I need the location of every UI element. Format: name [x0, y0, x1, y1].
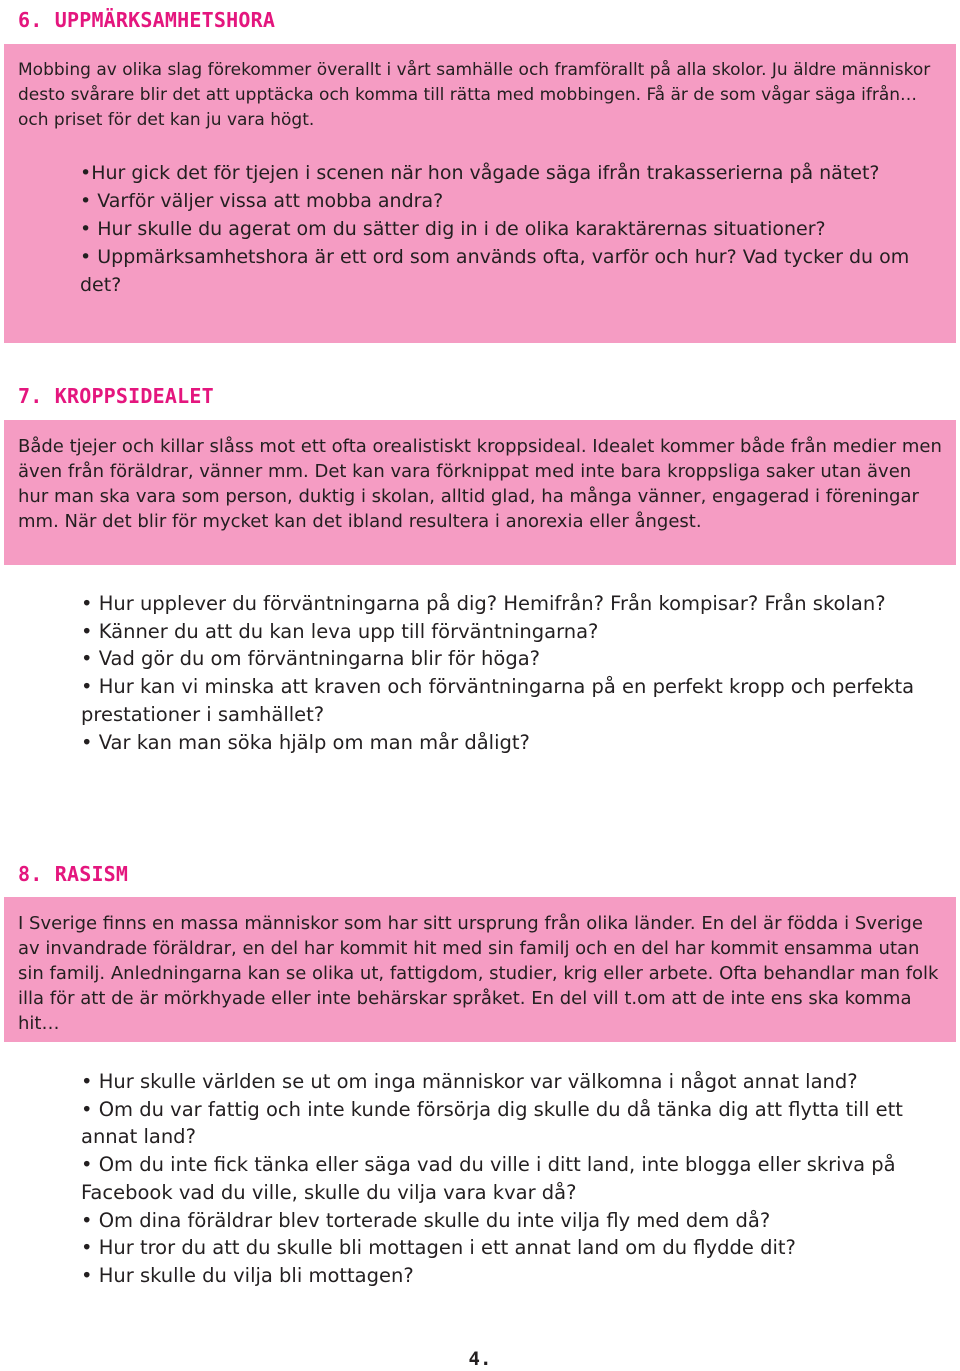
page-number: 4.: [468, 1348, 492, 1370]
question-item: • Hur skulle världen se ut om inga människor var välkomna i något annat land?: [81, 1070, 858, 1093]
section-heading-uppmarksamhetshora: 6. UPPMÄRKSAMHETSHORA: [18, 8, 276, 32]
question-list: [81, 1068, 941, 1290]
intro-box-uppmarksamhetshora: [4, 44, 956, 343]
question-item: • Uppmärksamhetshora är ett ord som används ofta, varför och hur? Vad tycker du om det?: [80, 246, 910, 296]
question-item: • Hur skulle du vilja bli mottagen?: [81, 1263, 414, 1287]
question-item: • Hur tror du att du skulle bli mottagen i ett annat land om du flydde dit?: [81, 1236, 796, 1260]
question-item: • Känner du att du kan leva upp till förväntningarna?: [81, 619, 599, 643]
intro-box-rasism: [4, 897, 956, 1042]
question-item: • Om du inte fick tänka eller säga vad du ville i ditt land, inte blogga eller skriva på Facebook vad du ville, skulle du vilja vara kvar då?: [81, 1153, 896, 1204]
question-item: • Hur skulle du agerat om du sätter dig in i de olika karaktärernas situationer?: [80, 218, 826, 240]
intro-box-kroppsidealet: [4, 420, 956, 565]
question-item: • Hur kan vi minska att kraven och förväntningarna på en perfekt kropp och perfekta prestationer i samhället?: [81, 675, 915, 726]
question-item: • Hur upplever du förväntningarna på dig? Hemifrån? Från kompisar? Från skolan?: [81, 592, 886, 615]
question-item: •Hur gick det för tjejen i scenen när hon vågade säga ifrån trakasserierna på nätet?: [80, 162, 880, 184]
question-item: • Varför väljer vissa att mobba andra?: [80, 190, 444, 212]
question-item: • Om dina föräldrar blev torterade skulle du inte vilja fly med dem då?: [81, 1208, 771, 1232]
question-item: • Om du var fattig och inte kunde försörja dig skulle du då tänka dig att flytta till ett annat land?: [81, 1097, 903, 1149]
section-heading-rasism: 8. RASISM: [18, 862, 129, 886]
question-item: • Var kan man söka hjälp om man mår dåligt?: [81, 730, 530, 754]
intro-text: Mobbing av olika slag förekommer överallt i vårt samhälle och framförallt på alla skolor. Ju äldre människor desto svårare blir det att upptäcka och komma till rätta med mobbingen. Få är de som vågar säga ifrån… och priset för det kan ju vara högt.: [18, 60, 931, 130]
intro-text: I Sverige finns en massa människor som har sitt ursprung från olika länder. En del är födda i Sverige av invandrade föräldrar, en del har kommit hit med sin familj och en del har kommit ensamma utan sin familj. Anledningarna kan se olika ut, fattigdom, studier, krig eller arbete. Ofta behandlar man folk illa för att de är mörkhyade eller inte behärskar språket. En del vill t.om att de inte ens ska komma hit…: [18, 913, 939, 1034]
question-list: [81, 590, 941, 756]
section-heading-kroppsidealet: 7. KROPPSIDEALET: [18, 384, 214, 408]
question-item: • Vad gör du om förväntningarna blir för höga?: [81, 647, 540, 671]
intro-text: Både tjejer och killar slåss mot ett ofta orealistiskt kroppsideal. Idealet kommer både från medier men även från föräldrar, vänner mm. Det kan vara förknippat med inte bara kroppsliga saker utan även hur man ska vara som person, duktig i skolan, alltid glad, ha många vänner, engagerad i föreningar mm. När det blir för mycket kan det ibland resultera i anorexia eller ångest.: [18, 436, 942, 532]
question-list: [80, 159, 930, 299]
